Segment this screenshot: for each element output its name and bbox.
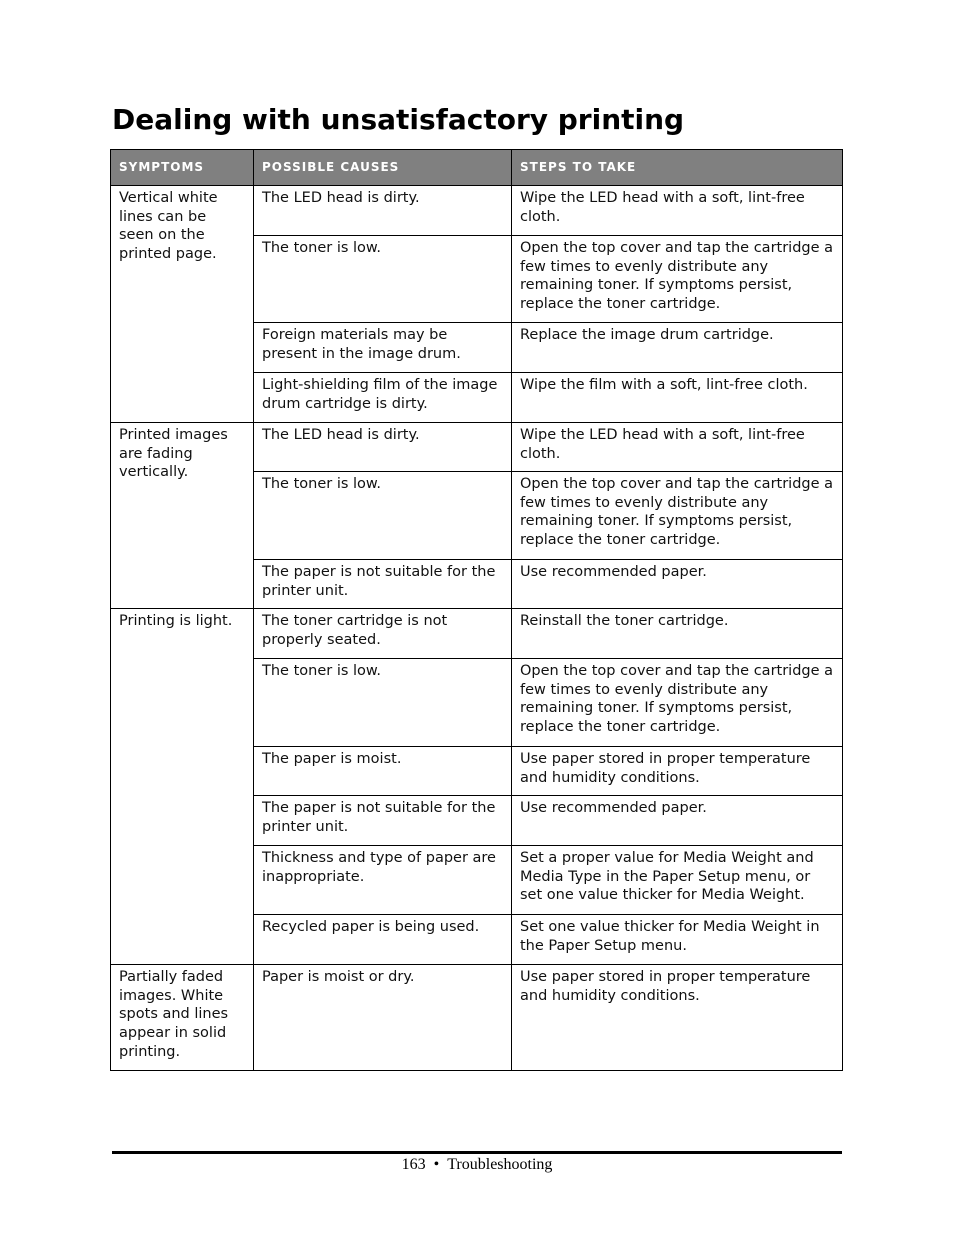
symptom-cell: Printed images are fading vertically. <box>111 423 254 609</box>
table-row <box>111 423 843 472</box>
footer-rule <box>112 1151 842 1154</box>
step-cell: Wipe the LED head with a soft, lint-free cloth. <box>512 423 843 472</box>
table-row <box>111 186 843 236</box>
header-symptoms: SYMPTOMS <box>111 150 254 186</box>
cause-cell: Recycled paper is being used. <box>254 915 512 965</box>
step-cell: Use recommended paper. <box>512 796 843 846</box>
cause-cell: Thickness and type of paper are inappropriate. <box>254 846 512 915</box>
cause-cell: The toner is low. <box>254 472 512 560</box>
header-steps-to-take: STEPS TO TAKE <box>512 150 843 186</box>
page-title: Dealing with unsatisfactory printing <box>112 103 685 136</box>
step-cell: Reinstall the toner cartridge. <box>512 609 843 659</box>
step-cell: Replace the image drum cartridge. <box>512 323 843 373</box>
step-cell: Open the top cover and tap the cartridge a few times to evenly distribute any remaining toner. If symptoms persist, replace the toner cartridge. <box>512 472 843 560</box>
symptom-cell: Partially faded images. White spots and lines appear in solid printing. <box>111 965 254 1071</box>
step-cell: Use paper stored in proper temperature and humidity conditions. <box>512 747 843 796</box>
step-cell: Set a proper value for Media Weight and Media Type in the Paper Setup menu, or set one value thicker for Media Weight. <box>512 846 843 915</box>
page-number: 163 <box>401 1156 426 1173</box>
troubleshooting-table <box>110 149 843 1071</box>
bullet-icon: • <box>433 1156 440 1173</box>
symptom-cell: Vertical white lines can be seen on the printed page. <box>111 186 254 423</box>
step-cell: Set one value thicker for Media Weight in the Paper Setup menu. <box>512 915 843 965</box>
page-footer <box>0 1156 954 1174</box>
step-cell: Wipe the film with a soft, lint-free cloth. <box>512 373 843 423</box>
cause-cell: The LED head is dirty. <box>254 423 512 472</box>
cause-cell: Foreign materials may be present in the image drum. <box>254 323 512 373</box>
cause-cell: Paper is moist or dry. <box>254 965 512 1071</box>
cause-cell: Light-shielding film of the image drum cartridge is dirty. <box>254 373 512 423</box>
table-row <box>111 609 843 659</box>
cause-cell: The paper is not suitable for the printer unit. <box>254 796 512 846</box>
cause-cell: The toner cartridge is not properly seated. <box>254 609 512 659</box>
step-cell: Use recommended paper. <box>512 560 843 609</box>
cause-cell: The toner is low. <box>254 236 512 323</box>
table-header-row <box>111 150 843 186</box>
cause-cell: The LED head is dirty. <box>254 186 512 236</box>
section-name: Troubleshooting <box>447 1156 553 1173</box>
step-cell: Open the top cover and tap the cartridge a few times to evenly distribute any remaining toner. If symptoms persist, replace the toner cartridge. <box>512 659 843 747</box>
step-cell: Open the top cover and tap the cartridge a few times to evenly distribute any remaining toner. If symptoms persist, replace the toner cartridge. <box>512 236 843 323</box>
step-cell: Wipe the LED head with a soft, lint-free cloth. <box>512 186 843 236</box>
symptom-cell: Printing is light. <box>111 609 254 965</box>
table-row <box>111 965 843 1071</box>
cause-cell: The toner is low. <box>254 659 512 747</box>
cause-cell: The paper is not suitable for the printer unit. <box>254 560 512 609</box>
header-possible-causes: POSSIBLE CAUSES <box>254 150 512 186</box>
cause-cell: The paper is moist. <box>254 747 512 796</box>
step-cell: Use paper stored in proper temperature and humidity conditions. <box>512 965 843 1071</box>
